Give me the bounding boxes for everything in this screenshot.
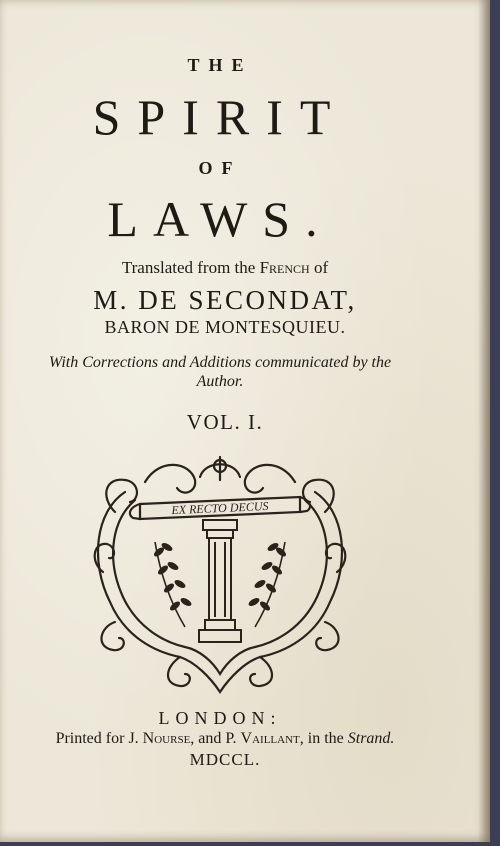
translated-line <box>25 258 425 278</box>
volume-label: VOL. I. <box>186 410 264 434</box>
printer-nourse: Nourse <box>142 730 191 747</box>
translated-suffix: of <box>313 258 329 277</box>
title-spirit: SPIRIT <box>92 89 348 145</box>
corrections-line-1: With Corrections and Additions communicated by the <box>48 354 392 371</box>
printed-prefix: Printed for J. <box>55 730 139 747</box>
printed-mid: , and P. <box>190 730 237 747</box>
street-name: Strand. <box>347 730 395 747</box>
translated-language: French <box>259 258 310 277</box>
author-title: BARON DE MONTESQUIEU. <box>104 317 346 337</box>
corrections-line-2: Author. <box>196 373 244 390</box>
title-of: OF <box>198 158 242 178</box>
title-the: THE <box>187 55 253 75</box>
page-edge-shadow <box>478 0 490 842</box>
title-laws: LAWS. <box>107 191 333 247</box>
printed-mid2: , in the <box>299 730 344 747</box>
imprint-year: MDCCL. <box>189 750 261 769</box>
printer-vaillant: Vaillant <box>240 730 300 747</box>
author-name: M. DE SECONDAT, <box>93 285 357 315</box>
translated-prefix: Translated from the <box>121 258 256 277</box>
printers-device-emblem <box>85 452 355 702</box>
imprint-place: LONDON: <box>158 708 282 728</box>
imprint-printers <box>0 730 450 748</box>
emblem-motto: EX RECTO DECUS <box>171 498 269 518</box>
